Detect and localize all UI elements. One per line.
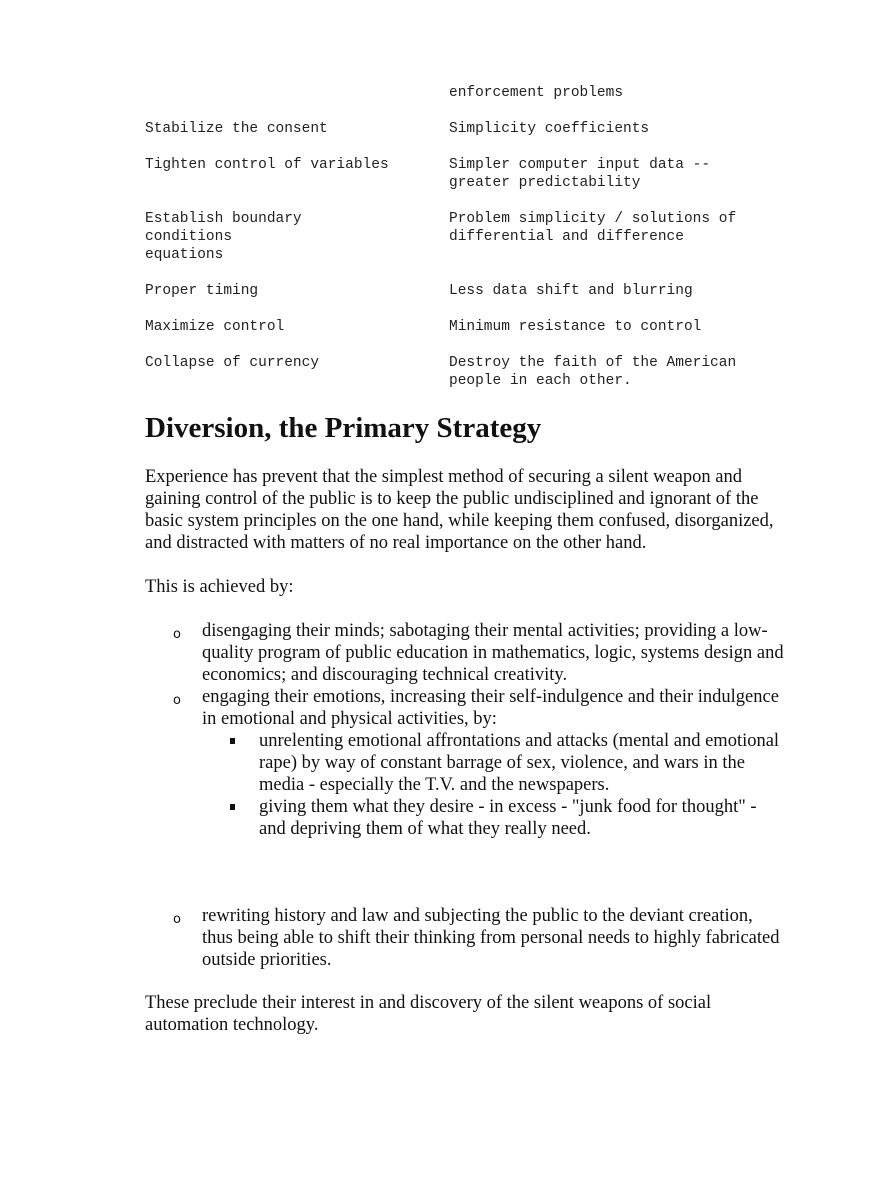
sub-list-item	[202, 796, 785, 840]
square-bullet-icon	[230, 738, 235, 744]
closing-paragraph: These preclude their interest in and discovery of the silent weapons of social automation technology.	[145, 993, 712, 1035]
sub-bullet-list	[202, 730, 785, 840]
circle-bullet-icon: o	[173, 912, 181, 927]
table-row	[145, 354, 779, 390]
list-item	[145, 686, 785, 840]
list-item	[145, 905, 785, 971]
table-row	[145, 282, 779, 300]
table-cell-right: Simplicity coefficients	[449, 121, 650, 137]
table-cell-right: Destroy the faith of the American people in each other.	[449, 355, 737, 389]
table-cell-left: Tighten control of variables	[145, 157, 389, 173]
section-title: Diversion, the Primary Strategy	[145, 412, 542, 444]
table-cell-left: Collapse of currency	[145, 355, 320, 371]
list-item	[145, 620, 785, 686]
table-cell-right: Minimum resistance to control	[449, 319, 702, 335]
bullet-list	[145, 620, 785, 840]
table-cell-right: Problem simplicity / solutions of differential and difference	[449, 211, 737, 245]
table-cell-left: Proper timing	[145, 283, 259, 299]
table-cell-left: Stabilize the consent	[145, 121, 328, 137]
sub-list-item	[202, 730, 785, 796]
table-row	[145, 210, 779, 264]
table-cell-right: enforcement problems	[449, 85, 624, 101]
achieved-by-text: This is achieved by:	[145, 577, 294, 597]
table-cell-right: Simpler computer input data -- greater predictability	[449, 157, 711, 191]
bullet-list-continued	[145, 905, 785, 971]
table-row	[145, 156, 779, 192]
list-item-text: disengaging their minds; sabotaging their mental activities; providing a low-quality program of public education in mathematics, logic, systems design and economics; and discouraging technical creativity.	[202, 621, 784, 685]
table-row	[145, 120, 779, 138]
table-cell-left: Maximize control	[145, 319, 285, 335]
circle-bullet-icon: o	[173, 627, 181, 642]
table-cell-left: Establish boundary conditions equations	[145, 211, 302, 263]
circle-bullet-icon: o	[173, 693, 181, 708]
sub-list-item-text: giving them what they desire - in excess - "junk food for thought" - and depriving them of what they really need.	[259, 797, 757, 839]
table-row	[145, 84, 779, 102]
table-cell-left	[145, 84, 449, 102]
table-row	[145, 318, 779, 336]
sub-list-item-text: unrelenting emotional affrontations and attacks (mental and emotional rape) by way of constant barrage of sex, violence, and wars in the media - especially the T.V. and the newspapers.	[259, 731, 780, 795]
list-item-text: rewriting history and law and subjecting the public to the deviant creation, thus being able to shift their thinking from personal needs to highly fabricated outside priorities.	[202, 906, 780, 970]
intro-paragraph: Experience has prevent that the simplest method of securing a silent weapon and gaining control of the public is to keep the public undisciplined and ignorant of the basic system principles on the one hand, while keeping them confused, disorganized, and distracted with matters of no real importance on the other hand.	[145, 467, 774, 553]
square-bullet-icon	[230, 804, 235, 810]
strategy-table	[145, 84, 779, 408]
table-cell-right: Less data shift and blurring	[449, 283, 693, 299]
list-item-text: engaging their emotions, increasing their self-indulgence and their indulgence in emotional and physical activities, by:	[202, 687, 779, 729]
